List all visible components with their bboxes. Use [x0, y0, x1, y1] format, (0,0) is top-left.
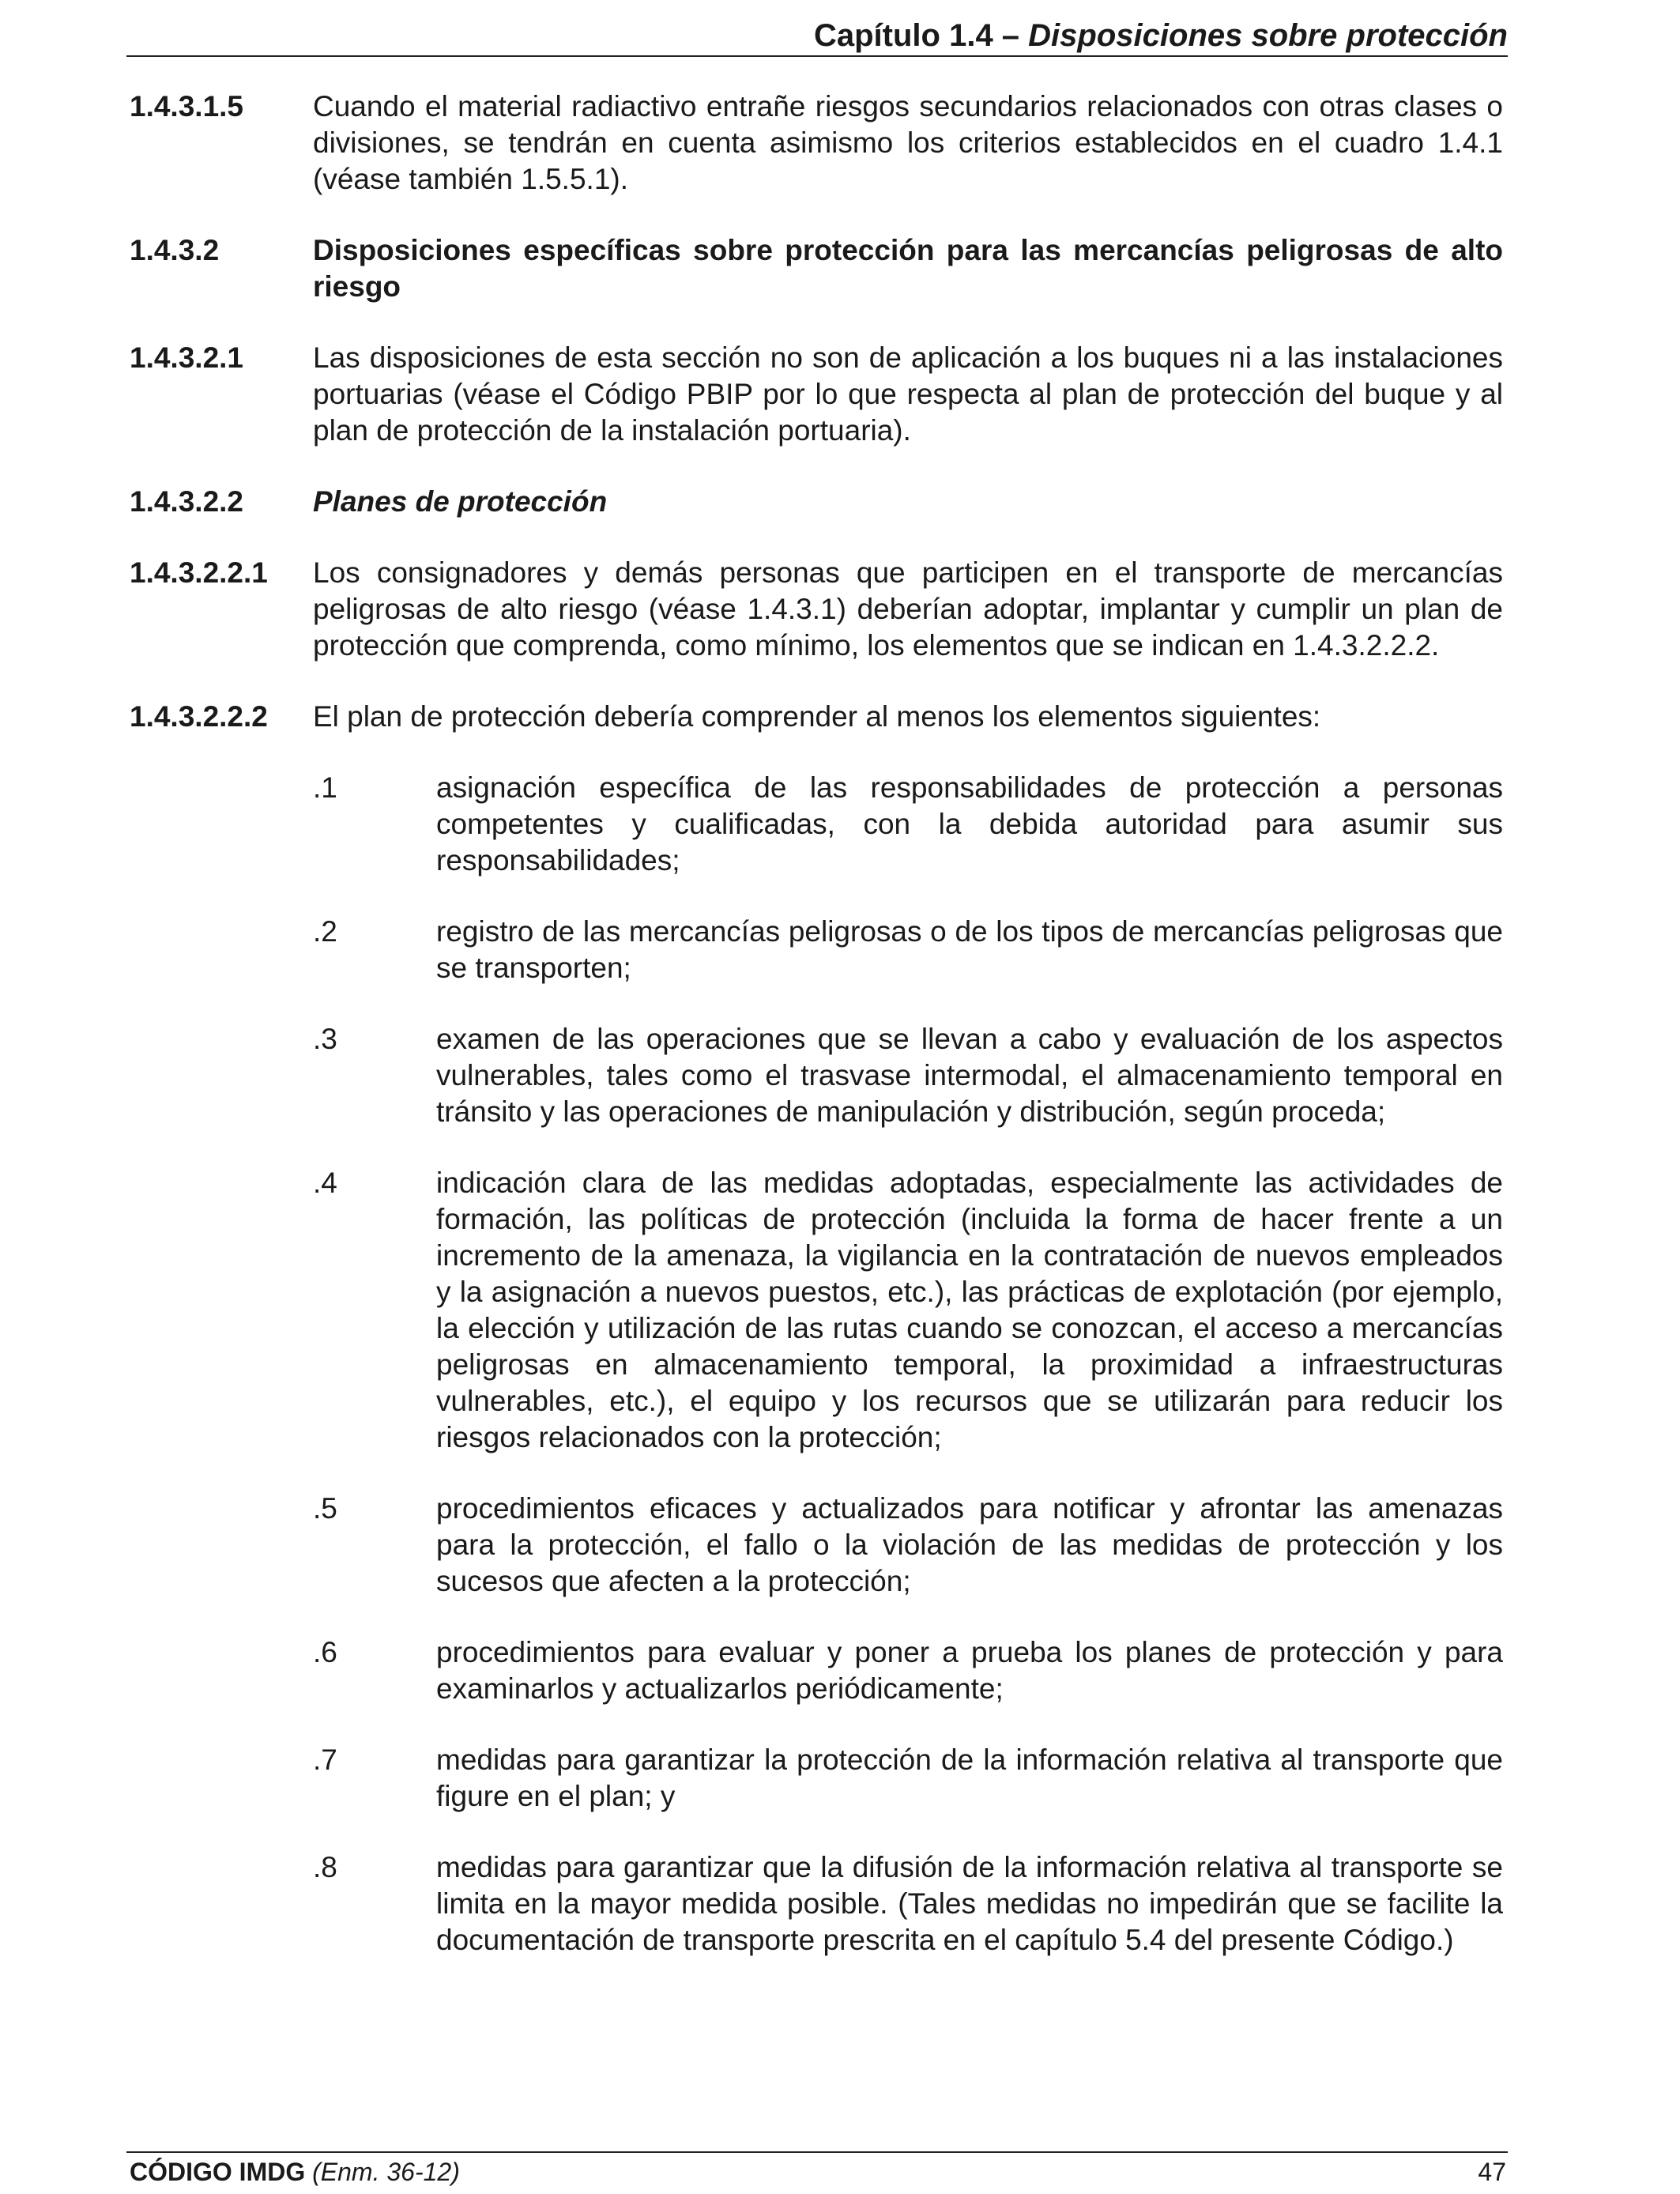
section-number: 1.4.3.2: [130, 234, 220, 266]
footer-amendment: (Enm. 36-12): [312, 2158, 460, 2186]
section-text: Las disposiciones de esta sección no son de aplicación a los buques ni a las instalaciones portuarias (véase el Código PBIP por lo que respecta al plan de protección del buque y al plan de protección de la instalación portuaria).: [313, 341, 1503, 447]
page-number: 47: [1478, 2158, 1506, 2186]
list-item-text: medidas para garantizar la protección de la información relativa al transporte que figure en el plan; y: [436, 1744, 1503, 1812]
section-number: 1.4.3.2.2: [130, 485, 244, 518]
section-heading: Planes de protección: [313, 485, 608, 518]
list-item: [313, 770, 1503, 879]
list-item: [313, 1165, 1503, 1456]
chapter-number: Capítulo 1.4 –: [813, 18, 1020, 53]
list-item-number: .1: [313, 771, 337, 804]
list-item: [313, 1742, 1503, 1815]
list-item: [313, 1491, 1503, 1600]
section-1-4-3-2-2: [130, 484, 1503, 520]
list-item: [313, 1634, 1503, 1707]
section-text: El plan de protección debería comprender al menos los elementos siguientes:: [313, 700, 1321, 733]
list-item-text: registro de las mercancías peligrosas o de los tipos de mercancías peligrosas que se transporten;: [436, 915, 1503, 984]
footer-code-name: CÓDIGO IMDG: [130, 2158, 306, 2186]
document-body: [130, 89, 1503, 1958]
section-heading: Disposiciones específicas sobre protección para las mercancías peligrosas de alto riesgo: [313, 234, 1503, 303]
section-number: 1.4.3.2.1: [130, 341, 244, 374]
list-item-number: .3: [313, 1023, 337, 1055]
list-item: [313, 1021, 1503, 1130]
section-number: 1.4.3.2.2.2: [130, 700, 268, 733]
list-item: [313, 914, 1503, 986]
list-item-text: medidas para garantizar que la difusión de la información relativa al transporte se limita en la mayor medida posible. (Tales medidas no impedirán que se facilite la documentación de transporte prescrita en el capítulo 5.4 del presente Código.): [436, 1851, 1503, 1956]
section-1-4-3-2-1: [130, 340, 1503, 449]
list-item-number: .4: [313, 1167, 337, 1199]
list-item-text: examen de las operaciones que se llevan a cabo y evaluación de los aspectos vulnerables, tales como el trasvase intermodal, el almacenamiento temporal en tránsito y las operaciones de manipulación y distribución, según proceda;: [436, 1023, 1503, 1128]
list-item-text: asignación específica de las responsabilidades de protección a personas competentes y cualificadas, con la debida autoridad para asumir sus responsabilidades;: [436, 771, 1503, 876]
header-divider: [126, 55, 1508, 57]
footer-code: [130, 2154, 460, 2189]
section-number: 1.4.3.2.2.1: [130, 556, 268, 589]
footer-divider: [126, 2151, 1508, 2153]
section-1-4-3-2-2-1: [130, 555, 1503, 664]
section-1-4-3-1-5: [130, 89, 1503, 198]
section-text: Cuando el material radiactivo entrañe riesgos secundarios relacionados con otras clases o divisiones, se tendrán en cuenta asimismo los criterios establecidos en el cuadro 1.4.1 (véase también 1.5.5.1).: [313, 90, 1503, 195]
section-number: 1.4.3.1.5: [130, 90, 244, 123]
page-header: [126, 16, 1508, 55]
list-item-text: indicación clara de las medidas adoptadas, especialmente las actividades de formación, las políticas de protección (incluida la forma de hacer frente a un incremento de la amenaza, la vigilancia en la contratación de nuevos empleados y la asignación a nuevos puestos, etc.), las prácticas de explotación (por ejemplo, la elección y utilización de las rutas cuando se conozcan, el acceso a mercancías peligrosas en almacenamiento temporal, la proximidad a infraestructuras vulnerables, etc.), el equipo y los recursos que se utilizarán para reducir los riesgos relacionados con la protección;: [436, 1167, 1503, 1453]
list-item-number: .8: [313, 1851, 337, 1883]
list-item-number: .7: [313, 1744, 337, 1776]
chapter-title: Disposiciones sobre protección: [1028, 18, 1508, 53]
list-item-text: procedimientos eficaces y actualizados para notificar y afrontar las amenazas para la protección, el fallo o la violación de las medidas de protección y los sucesos que afecten a la protección;: [436, 1492, 1503, 1597]
list-item: [313, 1849, 1503, 1958]
list-item-number: .2: [313, 915, 337, 948]
list-item-number: .6: [313, 1636, 337, 1668]
section-text: Los consignadores y demás personas que participen en el transporte de mercancías peligrosas de alto riesgo (véase 1.4.3.1) deberían adoptar, implantar y cumplir un plan de protección que comprenda, como mínimo, los elementos que se indican en 1.4.3.2.2.2.: [313, 556, 1503, 662]
section-1-4-3-2: [130, 232, 1503, 305]
list-item-text: procedimientos para evaluar y poner a prueba los planes de protección y para examinarlos y actualizarlos periódicamente;: [436, 1636, 1503, 1705]
list-item-number: .5: [313, 1492, 337, 1525]
section-1-4-3-2-2-2: [130, 699, 1503, 735]
